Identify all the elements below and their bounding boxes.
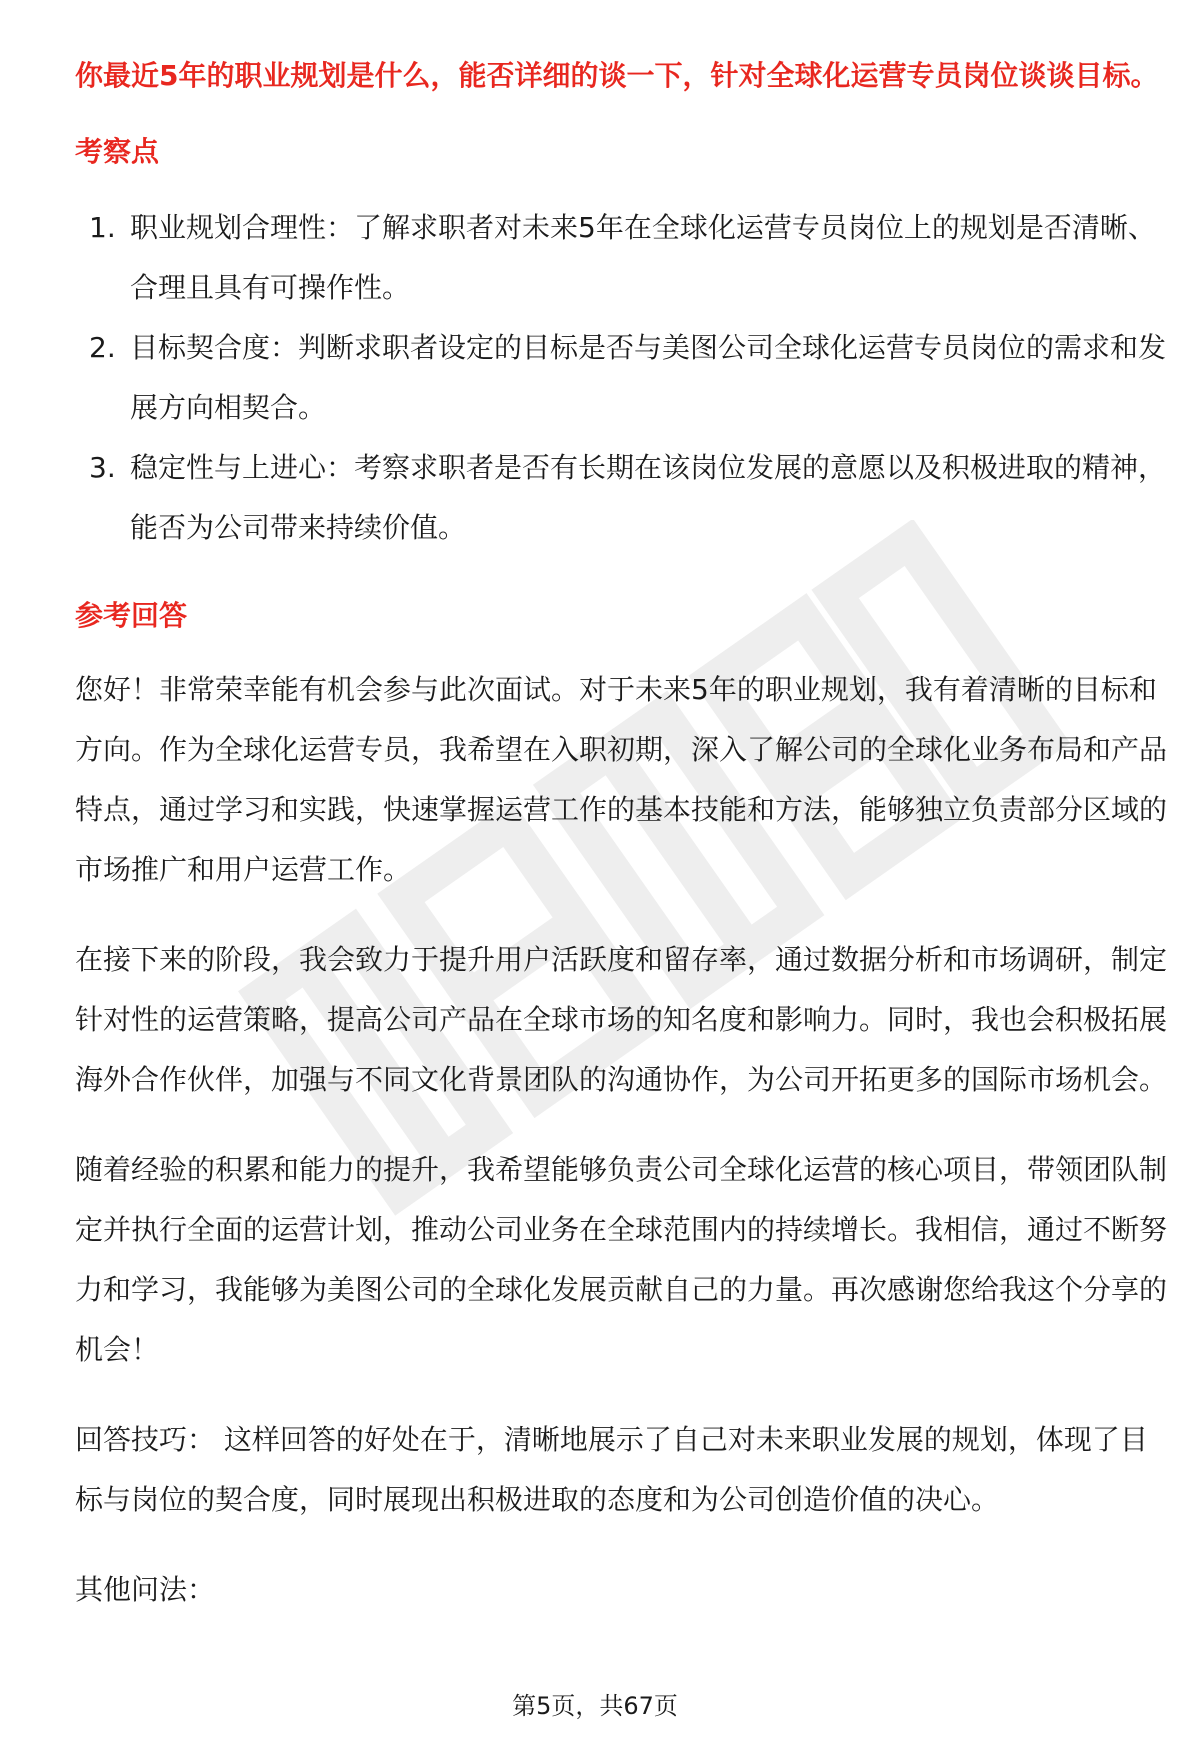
list-item-number: 2. (89, 331, 116, 364)
answer-paragraph: 在接下来的阶段，我会致力于提升用户活跃度和留存率，通过数据分析和市场调研，制定针对性的运营策略，提高公司产品在全球市场的知名度和影响力。同时，我也会积极拓展海外合作伙伴，加强与不同文化背景团队的沟通协作，为公司开拓更多的国际市场机会。 (75, 943, 1168, 1096)
assessment-list (75, 198, 1175, 558)
list-item-number: 3. (89, 451, 116, 484)
answer-paragraph: 随着经验的积累和能力的提升，我希望能够负责公司全球化运营的核心项目，带领团队制定并执行全面的运营计划，推动公司业务在全球范围内的持续增长。我相信，通过不断努力和学习，我能够为美图公司的全球化发展贡献自己的力量。再次感谢您给我这个分享的机会！ (75, 1153, 1168, 1366)
answer-tips: 回答技巧： 这样回答的好处在于，清晰地展示了自己对未来职业发展的规划，体现了目标与岗位的契合度，同时展现出积极进取的态度和为公司创造价值的决心。 (75, 1423, 1148, 1516)
list-item-text: 目标契合度：判断求职者设定的目标是否与美图公司全球化运营专员岗位的需求和发展方向相契合。 (130, 331, 1167, 424)
page-footer: 第5页，共67页 (512, 1692, 678, 1720)
assessment-title: 考察点 (75, 135, 160, 168)
list-item (75, 438, 1175, 558)
interview-question: 你最近5年的职业规划是什么，能否详细的谈一下，针对全球化运营专员岗位谈谈目标。 (75, 59, 1159, 92)
list-item (75, 198, 1175, 318)
answer-paragraph: 您好！非常荣幸能有机会参与此次面试。对于未来5年的职业规划，我有着清晰的目标和方向。作为全球化运营专员，我希望在入职初期，深入了解公司的全球化业务布局和产品特点，通过学习和实践，快速掌握运营工作的基本技能和方法，能够独立负责部分区域的市场推广和用户运营工作。 (75, 673, 1168, 886)
answer-body (75, 660, 1175, 1380)
list-item-number: 1. (89, 211, 116, 244)
other-questions-label: 其他问法： (75, 1573, 216, 1606)
document-page (75, 58, 1175, 1620)
list-item-text: 稳定性与上进心：考察求职者是否有长期在该岗位发展的意愿以及积极进取的精神，能否为公司带来持续价值。 (130, 451, 1167, 544)
list-item-text: 职业规划合理性：了解求职者对未来5年在全球化运营专员岗位上的规划是否清晰、合理且具有可操作性。 (130, 211, 1156, 304)
answer-title: 参考回答 (75, 599, 188, 632)
list-item (75, 318, 1175, 438)
